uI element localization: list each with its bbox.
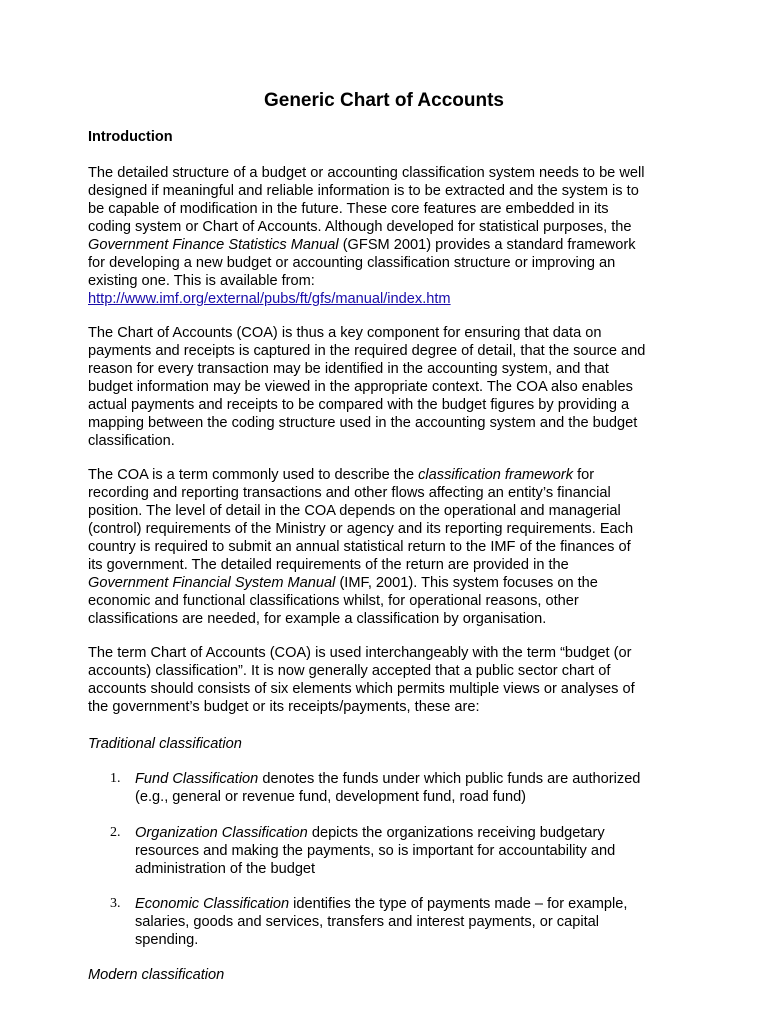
paragraph-line: country is required to submit an annual statistical return to the IMF of the finances of (88, 539, 631, 555)
paragraph-line (88, 466, 698, 484)
list-text-rest: identifies the type of payments made – for example, (289, 896, 628, 912)
paragraph-line: recording and reporting transactions and other flows affecting an entity’s financial (88, 485, 611, 501)
paragraph-2 (88, 324, 698, 450)
list-number: 2. (110, 825, 121, 840)
classification-term: Organization Classification (135, 825, 308, 841)
paragraph-line (88, 574, 698, 592)
paragraph-line: budget information may be viewed in the appropriate context. The COA also enables (88, 379, 633, 395)
list-number: 3. (110, 896, 121, 911)
paragraph-text: (GFSM 2001) provides a standard framework (338, 237, 636, 253)
paragraph-text: for (573, 467, 595, 483)
list-line: (e.g., general or revenue fund, development fund, road fund) (135, 789, 527, 805)
paragraph-line: actual payments and receipts to be compared with the budget figures by providing a (88, 397, 630, 413)
paragraph-1 (88, 164, 698, 308)
imf-manual-link[interactable]: http://www.imf.org/external/pubs/ft/gfs/manual/index.htm (88, 291, 451, 307)
paragraph-line: accounts should consists of six elements which permits multiple views or analyses of (88, 681, 635, 697)
list-line: spending. (135, 932, 199, 948)
paragraph-line (88, 236, 698, 254)
paragraph-line: position. The level of detail in the COA depends on the operational and managerial (88, 503, 621, 519)
paragraph-line: accounts) classification”. It is now generally accepted that a public sector chart of (88, 663, 611, 679)
list-line: administration of the budget (135, 861, 316, 877)
paragraph-line: payments and receipts is captured in the required degree of detail, that the source and (88, 343, 646, 359)
paragraph-text: (IMF, 2001). This system focuses on the (335, 575, 598, 591)
paragraph-line: designed if meaningful and reliable information is to be extracted and the system is to (88, 183, 639, 199)
list-number: 1. (110, 771, 121, 786)
gfsm-title: Government Financial System Manual (88, 575, 336, 591)
list-item-text (135, 824, 705, 878)
paragraph-line: The Chart of Accounts (COA) is thus a key component for ensuring that data on (88, 325, 602, 341)
paragraph-text: The COA is a term commonly used to describe the (88, 467, 419, 483)
emphasis-text: classification framework (418, 467, 574, 483)
list-text-rest: depicts the organizations receiving budgetary (307, 825, 605, 841)
paragraph-line: its government. The detailed requirements of the return are provided in the (88, 557, 569, 573)
paragraph-line: the government’s budget or its receipts/payments, these are: (88, 699, 480, 715)
paragraph-line: for developing a new budget or accounting classification structure or improving an (88, 255, 616, 271)
paragraph-line: classification. (88, 433, 175, 449)
list-line: resources and making the payments, so is important for accountability and (135, 843, 616, 859)
classification-term: Fund Classification (135, 771, 259, 787)
paragraph-line: classifications are needed, for example a classification by organisation. (88, 611, 547, 627)
list-line (135, 895, 705, 913)
paragraph-line (88, 290, 698, 308)
list-text-rest: denotes the funds under which public funds are authorized (258, 771, 641, 787)
paragraph-line: The term Chart of Accounts (COA) is used interchangeably with the term “budget (or (88, 645, 632, 661)
paragraph-line: The detailed structure of a budget or accounting classification system needs to be well (88, 165, 645, 181)
gfsm-title: Government Finance Statistics Manual (88, 237, 339, 253)
classification-term: Economic Classification (135, 896, 290, 912)
document-title: Generic Chart of Accounts (263, 90, 504, 111)
list-line: salaries, goods and services, transfers and interest payments, or capital (135, 914, 599, 930)
section-heading-introduction: Introduction (88, 129, 173, 145)
list-item-text (135, 770, 705, 806)
modern-classification-heading: Modern classification (88, 967, 225, 983)
paragraph-line: economic and functional classifications whilst, for operational reasons, other (88, 593, 579, 609)
paragraph-line: existing one. This is available from: (88, 273, 315, 289)
paragraph-line: mapping between the coding structure used in the accounting system and the budget (88, 415, 638, 431)
list-line (135, 770, 705, 788)
paragraph-3 (88, 466, 698, 628)
paragraph-line: (control) requirements of the Ministry or agency and its reporting requirements. Each (88, 521, 634, 537)
paragraph-line: coding system or Chart of Accounts. Although developed for statistical purposes, the (88, 219, 632, 235)
traditional-classification-heading: Traditional classification (88, 736, 242, 752)
paragraph-line: be capable of modification in the future. These core features are embedded in its (88, 201, 609, 217)
list-item-text (135, 895, 705, 949)
list-line (135, 824, 705, 842)
paragraph-line: reason for every transaction may be identified in the accounting system, and that (88, 361, 609, 377)
paragraph-4 (88, 644, 698, 716)
